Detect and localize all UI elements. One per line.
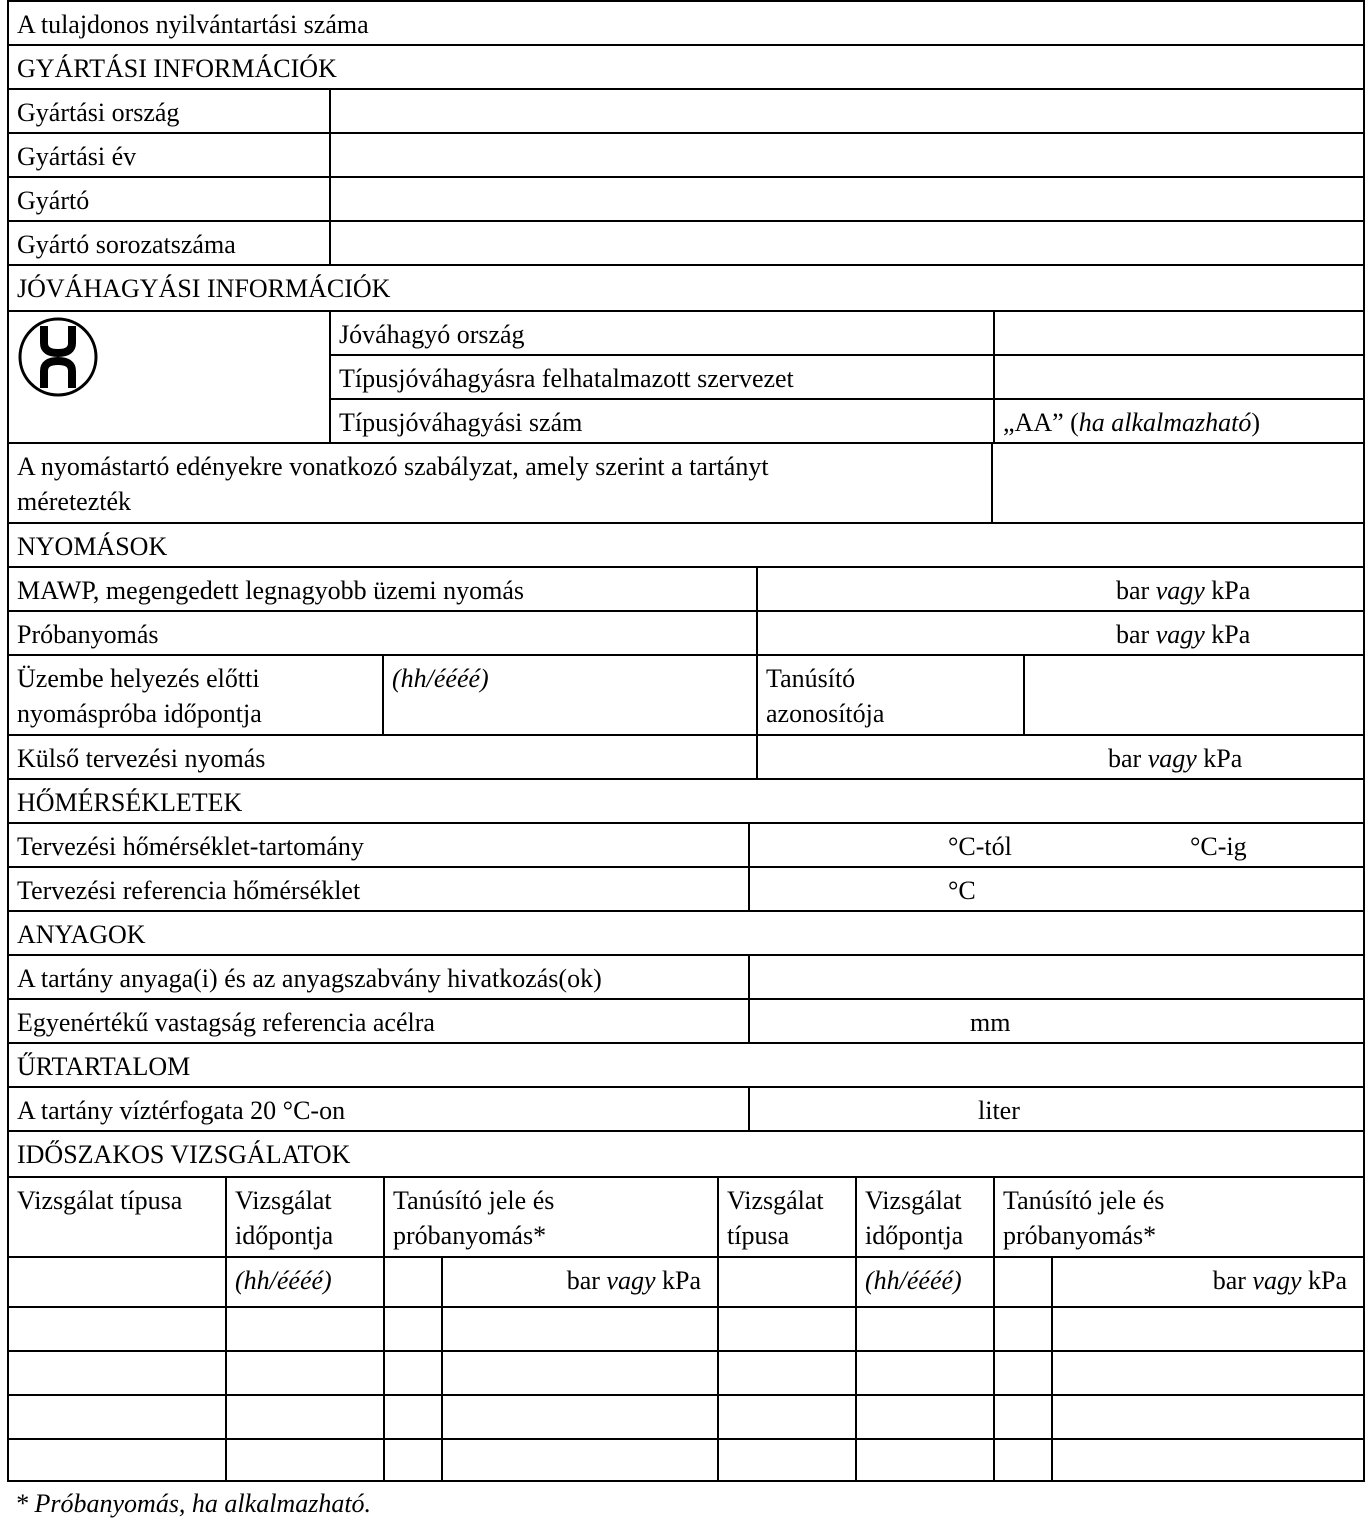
col-mark-l1: Tanúsító jele és [393, 1186, 555, 1215]
serial-label: Gyártó sorozatszáma [17, 230, 236, 259]
col-type2-l1: Vizsgálat [727, 1186, 824, 1215]
code-label-line2: méretezték [17, 487, 132, 516]
approval-subtable [329, 312, 1363, 442]
country-row [9, 90, 1363, 134]
tanusito-label [756, 656, 1023, 734]
col-mark2-l1: Tanúsító jele és [1003, 1186, 1165, 1215]
code-row [9, 444, 1363, 524]
empty-cell[interactable] [717, 1440, 855, 1482]
table-row [9, 1352, 1363, 1396]
empty-cell[interactable] [441, 1352, 717, 1394]
unit-kpa: kPa [1308, 1266, 1347, 1295]
approval-number-row [331, 400, 1363, 444]
unit-pressure2-cell [1051, 1258, 1363, 1306]
unit-pressure-cell [441, 1258, 717, 1306]
year-label: Gyártási év [17, 142, 137, 171]
empty-cell[interactable] [993, 1396, 1051, 1438]
aa-prefix: „AA” ( [1003, 408, 1079, 437]
maker-label: Gyártó [17, 186, 90, 215]
empty-cell[interactable] [383, 1440, 441, 1482]
unit-bar: bar [1116, 620, 1150, 649]
maker-value[interactable] [329, 178, 1363, 220]
empty-cell[interactable] [717, 1396, 855, 1438]
un-logo-cell [9, 312, 329, 442]
empty-cell[interactable] [1051, 1352, 1363, 1394]
empty-cell[interactable] [225, 1352, 383, 1394]
unit-kpa: kPa [1203, 744, 1243, 773]
approval-block [9, 312, 1363, 444]
unit-or: vagy [1147, 744, 1197, 773]
empty-cell[interactable] [993, 1440, 1051, 1482]
code-value[interactable] [991, 444, 1363, 522]
tanusito-value[interactable] [1023, 656, 1363, 734]
section-gyartasi [9, 46, 1363, 90]
approval-number-label: Típusjóváhagyási szám [339, 408, 583, 437]
inspection-unit-row [9, 1258, 1363, 1308]
unit-mark2-cell[interactable] [993, 1258, 1051, 1306]
material-label: A tartány anyaga(i) és az anyagszabvány hivatkozás(ok) [17, 964, 602, 993]
owner-reg-label: A tulajdonos nyilvántartási száma [17, 10, 369, 39]
aa-italic: ha alkalmazható [1078, 408, 1252, 437]
section-title: JÓVÁHAGYÁSI INFORMÁCIÓK [17, 274, 391, 303]
empty-cell[interactable] [855, 1396, 993, 1438]
unit-or: vagy [1155, 576, 1205, 605]
unit-bar: bar [1116, 576, 1150, 605]
form-table [7, 0, 1365, 1482]
uzembe-row [9, 656, 1363, 736]
approval-country-value[interactable] [993, 312, 1363, 354]
serial-row [9, 222, 1363, 266]
section-anyagok [9, 912, 1363, 956]
section-title: HŐMÉRSÉKLETEK [17, 788, 243, 817]
approval-number-value[interactable] [993, 400, 1363, 444]
col-mark2-header [993, 1178, 1363, 1256]
code-label [9, 444, 991, 522]
maker-row [9, 178, 1363, 222]
empty-cell[interactable] [383, 1396, 441, 1438]
empty-cell[interactable] [383, 1352, 441, 1394]
col-type2-l2: típusa [727, 1221, 790, 1250]
unit-type-cell[interactable] [9, 1258, 225, 1306]
empty-cell[interactable] [855, 1308, 993, 1350]
empty-cell[interactable] [1051, 1308, 1363, 1350]
section-nyomasok [9, 524, 1363, 568]
col-mark-l2: próbanyomás* [393, 1221, 547, 1250]
year-row [9, 134, 1363, 178]
tanusito-line2: azonosítója [766, 699, 885, 728]
table-row [9, 1440, 1363, 1482]
country-label: Gyártási ország [17, 98, 180, 127]
temp-range-label: Tervezési hőmérséklet-tartomány [17, 832, 364, 861]
col-mark2-l2: próbanyomás* [1003, 1221, 1157, 1250]
temp-range-value[interactable] [748, 824, 1363, 866]
inspection-header-row [9, 1178, 1363, 1258]
empty-cell[interactable] [855, 1440, 993, 1482]
unit-kpa: kPa [1211, 620, 1251, 649]
mawp-label: MAWP, megengedett legnagyobb üzemi nyomás [17, 576, 524, 605]
section-idoszakos [9, 1132, 1363, 1178]
material-value[interactable] [748, 956, 1363, 998]
section-title: ŰRTARTALOM [17, 1052, 191, 1081]
section-jovahagyasi [9, 266, 1363, 312]
section-title: NYOMÁSOK [17, 532, 168, 561]
uzembe-line1: Üzembe helyezés előtti [17, 664, 260, 693]
empty-cell[interactable] [225, 1440, 383, 1482]
unit-type2-cell[interactable] [717, 1258, 855, 1306]
unit-kpa: kPa [1211, 576, 1251, 605]
kulso-value[interactable] [756, 736, 1363, 778]
temp-ref-value[interactable]: °C [748, 868, 1363, 910]
section-title: ANYAGOK [17, 920, 146, 949]
unit-mark-cell[interactable] [383, 1258, 441, 1306]
temp-to: °C-ig [1190, 832, 1247, 861]
temp-ref-row [9, 868, 1363, 912]
empty-cell[interactable] [717, 1352, 855, 1394]
table-row [9, 1396, 1363, 1440]
uzembe-date[interactable]: (hh/éééé) [382, 656, 756, 734]
country-value[interactable] [329, 90, 1363, 132]
empty-cell[interactable] [441, 1440, 717, 1482]
temp-ref-label: Tervezési referencia hőmérséklet [17, 876, 361, 905]
footnote: * Próbanyomás, ha alkalmazható. [15, 1489, 372, 1518]
unit-or: vagy [606, 1266, 656, 1295]
approval-org-label: Típusjóváhagyásra felhatalmazott szervezet [339, 364, 794, 393]
col-type2-header [717, 1178, 855, 1256]
col-date2-l2: időpontja [865, 1221, 964, 1250]
unit-kpa: kPa [662, 1266, 701, 1295]
empty-cell[interactable] [855, 1352, 993, 1394]
empty-cell[interactable] [9, 1440, 225, 1482]
empty-cell[interactable] [225, 1308, 383, 1350]
table-row [9, 1308, 1363, 1352]
thickness-value[interactable]: mm [748, 1000, 1363, 1042]
approval-country-label: Jóváhagyó ország [339, 320, 525, 349]
empty-cell[interactable] [717, 1308, 855, 1350]
volume-label: A tartány víztérfogata 20 °C-on [17, 1096, 346, 1125]
empty-cell[interactable] [1051, 1440, 1363, 1482]
volume-row [9, 1088, 1363, 1132]
unit-date2-cell: (hh/éééé) [855, 1258, 993, 1306]
empty-cell[interactable] [441, 1308, 717, 1350]
kulso-label: Külső tervezési nyomás [17, 744, 266, 773]
proba-value[interactable] [756, 612, 1363, 654]
unit-date-cell: (hh/éééé) [225, 1258, 383, 1306]
thickness-row [9, 1000, 1363, 1044]
aa-suffix: ) [1251, 408, 1261, 437]
year-value[interactable] [329, 134, 1363, 176]
uzembe-line2: nyomáspróba időpontja [17, 699, 262, 728]
section-title: GYÁRTÁSI INFORMÁCIÓK [17, 54, 337, 83]
col-type-header: Vizsgálat típusa [17, 1186, 183, 1215]
empty-cell[interactable] [9, 1396, 225, 1438]
kulso-row [9, 736, 1363, 780]
proba-row [9, 612, 1363, 656]
col-date-l1: Vizsgálat [235, 1186, 332, 1215]
section-urtartalom [9, 1044, 1363, 1088]
col-date-header [225, 1178, 383, 1256]
owner-reg-row [9, 2, 1363, 46]
col-mark-header [383, 1178, 717, 1256]
col-date2-l1: Vizsgálat [865, 1186, 962, 1215]
approval-country-row [331, 312, 1363, 356]
unit-bar: bar [566, 1266, 600, 1295]
empty-cell[interactable] [9, 1352, 225, 1394]
unit-or: vagy [1252, 1266, 1302, 1295]
approval-org-row [331, 356, 1363, 400]
code-label-line1: A nyomástartó edényekre vonatkozó szabályzat, amely szerint a tartányt [17, 452, 769, 481]
mawp-row [9, 568, 1363, 612]
unit-bar: bar [1108, 744, 1142, 773]
empty-cell[interactable] [441, 1396, 717, 1438]
approval-org-value[interactable] [993, 356, 1363, 398]
unit-bar: bar [1212, 1266, 1246, 1295]
col-date-l2: időpontja [235, 1221, 334, 1250]
unit-or: vagy [1155, 620, 1205, 649]
uzembe-label [9, 656, 382, 734]
section-homersekletek [9, 780, 1363, 824]
tanusito-line1: Tanúsító [766, 664, 856, 693]
empty-cell[interactable] [1051, 1396, 1363, 1438]
section-title: IDŐSZAKOS VIZSGÁLATOK [17, 1140, 351, 1169]
proba-label: Próbanyomás [17, 620, 159, 649]
volume-value[interactable]: liter [748, 1088, 1363, 1130]
col-date2-header [855, 1178, 993, 1256]
empty-cell[interactable] [993, 1308, 1051, 1350]
empty-cell[interactable] [225, 1396, 383, 1438]
empty-cell[interactable] [383, 1308, 441, 1350]
temp-range-row [9, 824, 1363, 868]
un-logo-icon [17, 316, 99, 398]
mawp-value[interactable] [756, 568, 1363, 610]
material-row [9, 956, 1363, 1000]
serial-value[interactable] [329, 222, 1363, 264]
empty-cell[interactable] [993, 1352, 1051, 1394]
thickness-label: Egyenértékű vastagság referencia acélra [17, 1008, 435, 1037]
temp-from: °C-tól [948, 832, 1012, 861]
empty-cell[interactable] [9, 1308, 225, 1350]
